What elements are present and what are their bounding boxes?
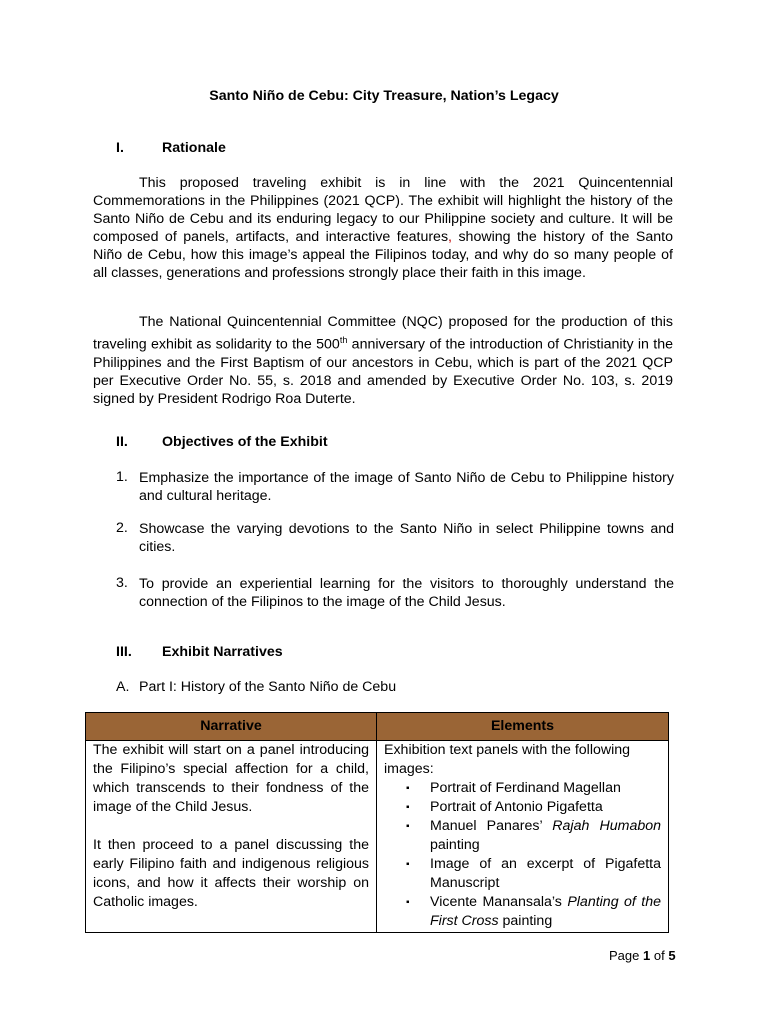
narrative-paragraph-1: The exhibit will start on a panel introducing the Filipino’s special affection for a child, which transcends to their fondness of the image of the Child Jesus. — [93, 742, 369, 815]
document-title: Santo Niño de Cebu: City Treasure, Nation’s Legacy — [209, 88, 559, 104]
elements-intro: Exhibition text panels with the following images: — [384, 742, 631, 777]
header-elements: Elements — [377, 713, 669, 741]
list-item: ▪ Image of an excerpt of Pigafetta Manuscript — [406, 856, 661, 891]
list-item: ▪ Portrait of Ferdinand Magellan — [406, 780, 621, 796]
table-row — [86, 741, 669, 933]
list-item: ▪ Vicente Manansala’s Planting of the First Cross painting — [406, 894, 661, 929]
objective-number-1: 1. — [116, 469, 128, 485]
narrative-cell — [86, 741, 377, 933]
objective-text-1: Emphasize the importance of the image of Santo Niño de Cebu to Philippine history and cultural heritage. — [139, 470, 674, 504]
objective-text-2: Showcase the varying devotions to the Santo Niño in select Philippine towns and cities. — [139, 521, 674, 555]
page-number-footer: Page 1 of 5 — [609, 948, 676, 963]
table-header-row — [86, 713, 669, 741]
section-number-objectives: II. — [116, 434, 128, 450]
elements-list — [384, 779, 661, 931]
square-bullet-icon: ▪ — [406, 821, 410, 832]
exhibit-table — [85, 712, 669, 933]
square-bullet-icon: ▪ — [406, 859, 410, 870]
section-heading-objectives: Objectives of the Exhibit — [162, 434, 328, 450]
rationale-paragraph-1: This proposed traveling exhibit is in line with the 2021 Quincentennial Commemorations in the Philippines (2021 QCP). The exhibit will highlight the history of the Santo Niño de Cebu and its enduring legacy to our Philippine society and culture. It will be composed of panels, artifacts, and interactive features, showing the history of the Santo Niño de Cebu, how this image’s appeal the Filipinos today, and why do so many people of all classes, generations and professions strongly place their faith in this image. — [93, 175, 673, 281]
section-heading-narratives: Exhibit Narratives — [162, 644, 283, 660]
list-item: ▪ Manuel Panares’ Rajah Humabon painting — [406, 818, 662, 853]
square-bullet-icon: ▪ — [406, 897, 410, 908]
section-heading-rationale: Rationale — [162, 140, 226, 156]
list-item: ▪ Portrait of Antonio Pigafetta — [406, 799, 603, 815]
section-number-rationale: I. — [116, 140, 124, 156]
elements-cell — [377, 741, 669, 933]
part-label: A. — [116, 679, 130, 695]
square-bullet-icon: ▪ — [406, 802, 410, 813]
objective-text-3: To provide an experiential learning for the visitors to thoroughly understand the connection of the Filipinos to the image of the Child Jesus. — [139, 576, 674, 610]
objective-number-2: 2. — [116, 520, 128, 536]
objective-number-3: 3. — [116, 575, 128, 591]
section-number-narratives: III. — [116, 644, 132, 660]
part-title: Part I: History of the Santo Niño de Cebu — [139, 679, 397, 695]
header-narrative: Narrative — [86, 713, 377, 741]
square-bullet-icon: ▪ — [406, 783, 410, 794]
rationale-paragraph-2: The National Quincentennial Committee (NQC) proposed for the production of this traveling exhibit as solidarity to the 500th anniversary of the introduction of Christianity in the Philippines and the First Baptism of our ancestors in Cebu, which is part of the 2021 QCP per Executive Order No. 55, s. 2018 and amended by Executive Order No. 103, s. 2019 signed by President Rodrigo Roa Duterte. — [93, 314, 673, 407]
narrative-paragraph-2: It then proceed to a panel discussing the early Filipino faith and indigenous religious icons, and how it affects their worship on Catholic images. — [93, 837, 369, 910]
